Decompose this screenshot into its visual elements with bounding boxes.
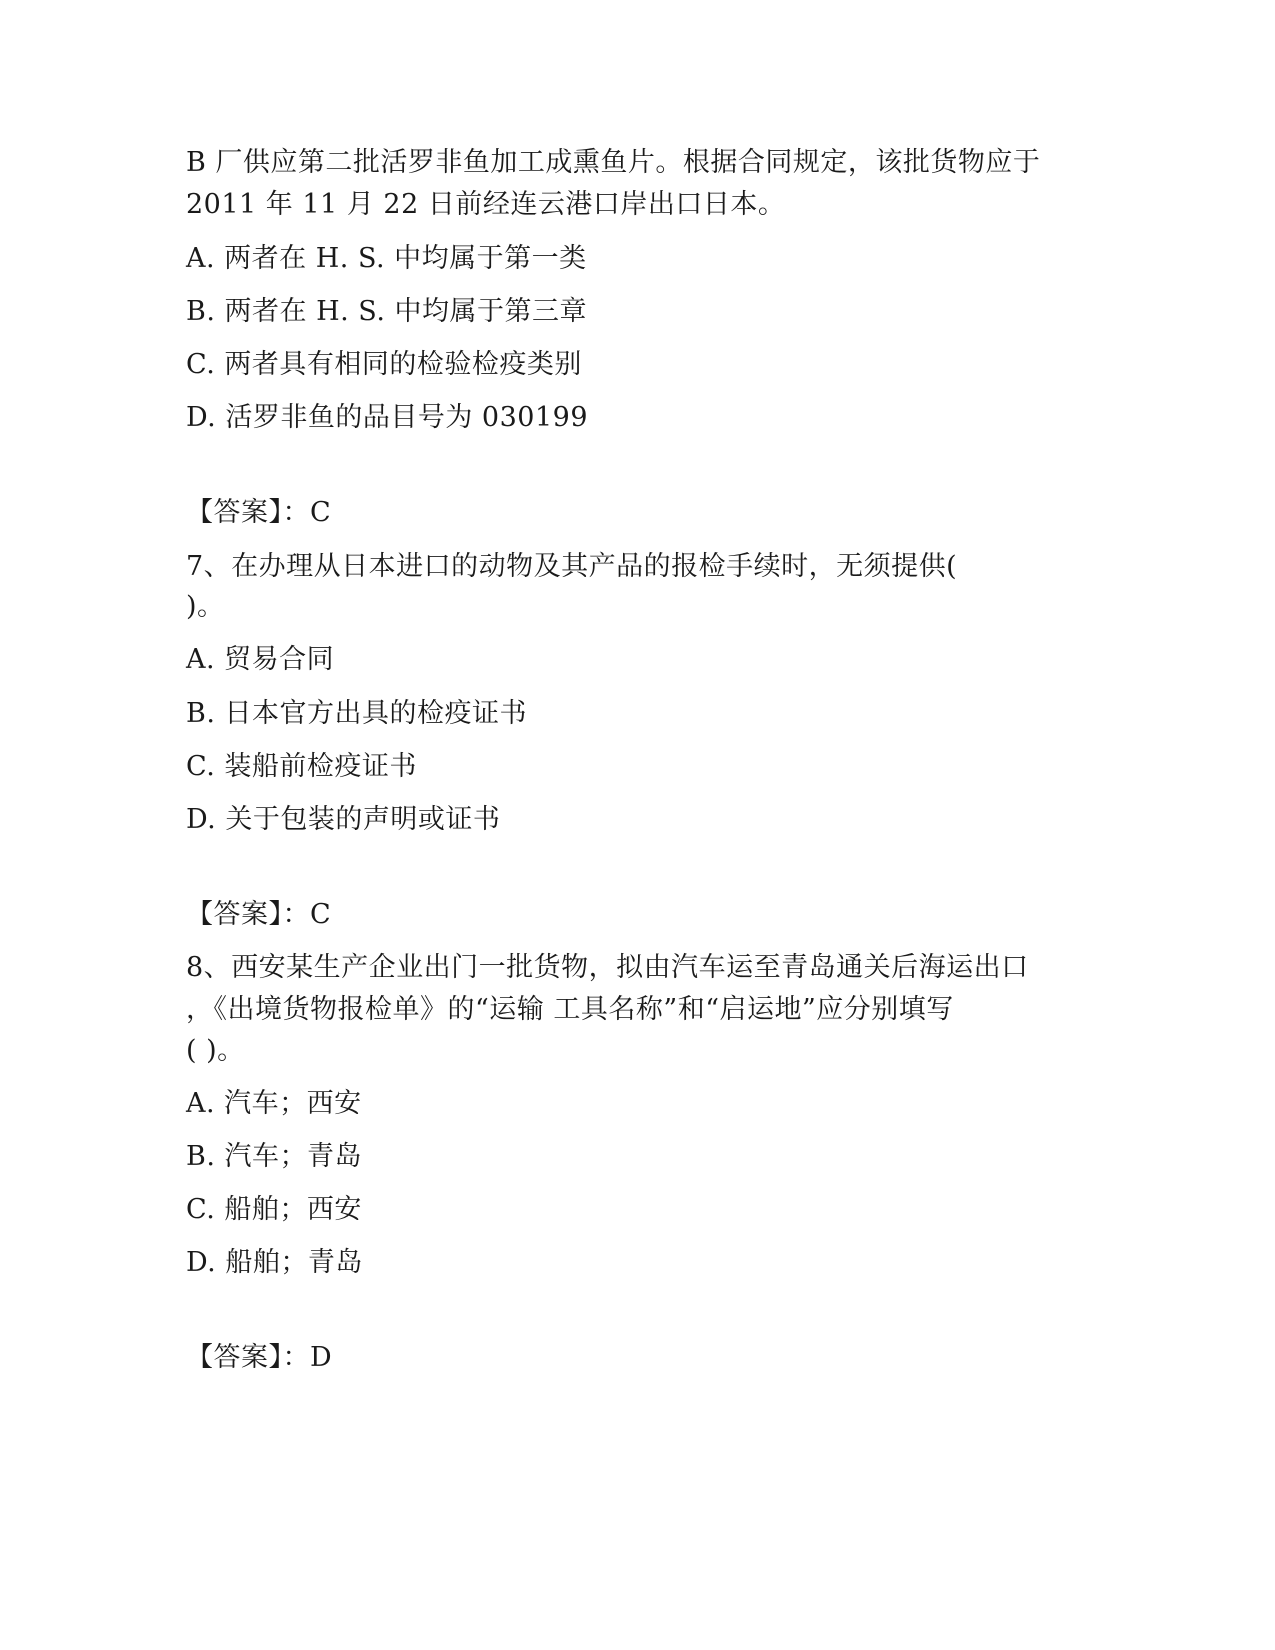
q8-option-a: A. 汽车；西安 — [186, 1088, 362, 1119]
q8-option-d: D. 船舶；青岛 — [186, 1247, 363, 1278]
q8-option-b: B. 汽车；青岛 — [186, 1141, 363, 1172]
q6-option-d: D. 活罗非鱼的品目号为 030199 — [186, 402, 589, 433]
q6-option-a: A. 两者在 H. S. 中均属于第一类 — [186, 243, 587, 274]
q6-stem-line-1: B 厂供应第二批活罗非鱼加工成熏鱼片。根据合同规定，该批货物应于 — [186, 147, 1041, 178]
q7-option-d: D. 关于包装的声明或证书 — [186, 804, 501, 835]
q7-option-a: A. 贸易合同 — [186, 644, 335, 675]
q7-stem-line-1: 7、在办理从日本进口的动物及其产品的报检手续时，无须提供( — [186, 551, 958, 582]
q8-answer: 【答案】：D — [186, 1342, 333, 1373]
q7-option-c: C. 装船前检疫证书 — [186, 751, 417, 782]
q7-option-b: B. 日本官方出具的检疫证书 — [186, 698, 528, 729]
q7-answer: 【答案】：C — [186, 899, 332, 930]
q6-stem-line-2: 2011 年 11 月 22 日前经连云港口岸出口日本。 — [186, 189, 786, 220]
q7-stem-line-2: )。 — [186, 591, 225, 622]
q6-answer: 【答案】：C — [186, 497, 332, 528]
q8-option-c: C. 船舶；西安 — [186, 1194, 362, 1225]
q6-option-c: C. 两者具有相同的检验检疫类别 — [186, 349, 582, 380]
q8-stem-line-1: 8、西安某生产企业出门一批货物，拟由汽车运至青岛通关后海运出口 — [186, 952, 1029, 983]
q6-option-b: B. 两者在 H. S. 中均属于第三章 — [186, 296, 587, 327]
q8-stem-line-2: ，《出境货物报检单》的“运输 工具名称”和“启运地”应分别填写 — [186, 994, 954, 1025]
q8-stem-line-3: ( )。 — [186, 1035, 245, 1066]
